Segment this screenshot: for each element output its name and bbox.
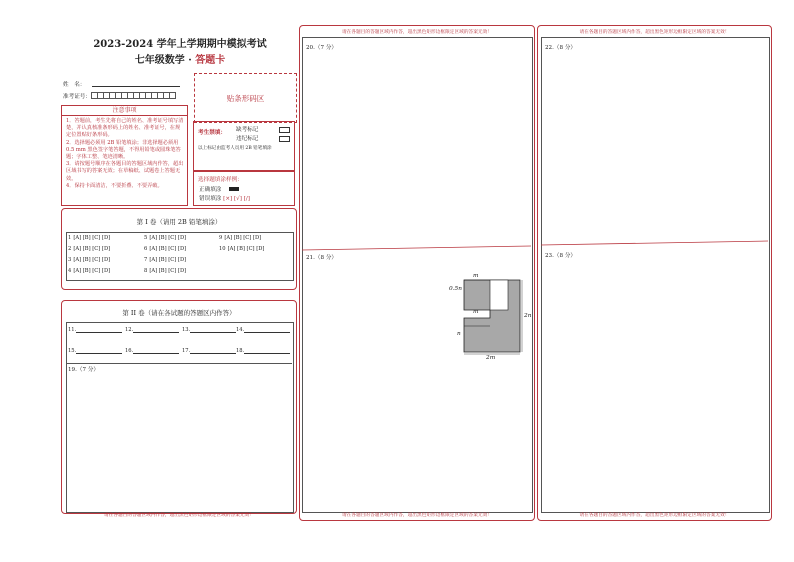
blank-question-number: 16. — [125, 348, 134, 354]
choice-options[interactable]: [A] [B] [C] [D] — [149, 257, 187, 263]
blank-answer-line[interactable] — [133, 325, 179, 333]
fill-wrong-label — [199, 194, 250, 202]
barcode-area — [194, 73, 297, 123]
blank-answer-line[interactable] — [76, 325, 122, 333]
choice-question-number: 7 — [144, 257, 148, 263]
notes-heading: 注意事项 — [62, 106, 187, 116]
figure-label-n: n — [457, 331, 461, 337]
choice-question-row[interactable] — [68, 268, 110, 274]
blank-question[interactable] — [182, 346, 236, 354]
section2-title: 第 II 卷（请在各试题的答题区内作答） — [122, 309, 236, 317]
q21-label: 21.（8 分） — [306, 255, 338, 261]
blank-question-number: 12. — [125, 327, 134, 333]
blank-question-number: 17. — [182, 348, 191, 354]
choice-question-row[interactable] — [219, 235, 261, 241]
absence-box — [193, 121, 295, 171]
blank-question-number: 14. — [236, 327, 245, 333]
notes-box — [61, 105, 188, 206]
choice-options[interactable]: [A] [B] [C] [D] — [227, 246, 265, 252]
figure-label-2n: 2n — [524, 313, 532, 319]
q19-divider — [66, 363, 292, 364]
ticket-number-boxes[interactable] — [92, 92, 176, 99]
choice-options[interactable]: [A] [B] [C] [D] — [73, 257, 111, 263]
warning-right-bottom: 请在各题目的答题区域内作答，超出黑色矩形边框限定区域的答案无效！ — [579, 513, 730, 518]
subtitle-accent: 答题卡 — [195, 55, 226, 66]
card-subtitle — [70, 51, 290, 66]
choice-question-row[interactable] — [68, 246, 110, 252]
blank-question-number: 11. — [68, 327, 77, 333]
choice-question-row[interactable] — [219, 246, 264, 252]
choice-options[interactable]: [A] [B] [C] [D] — [149, 235, 187, 241]
choice-question-number: 8 — [144, 268, 148, 274]
q23-label: 23.（8 分） — [545, 253, 577, 259]
choice-question-number: 1 — [68, 235, 72, 241]
violation-checkbox[interactable] — [279, 136, 290, 142]
q20-q21-divider — [302, 240, 532, 254]
figure-label-m-mid: m — [473, 309, 479, 315]
notes-item-3: 3．请按题号顺序在各题目的答题区域内作答，超出区域书写的答案无效；在草稿纸、试题卷上答题无效。 — [66, 161, 184, 182]
section1-title: 第 I 卷（请用 2B 铅笔填涂） — [136, 218, 222, 226]
choice-options[interactable]: [A] [B] [C] [D] — [73, 268, 111, 274]
blank-answer-line[interactable] — [76, 346, 122, 354]
warning-middle-bottom: 请在各题目的答题区域内作答，超出黑色矩形边框限定区域的答案无效！ — [341, 513, 492, 518]
figure-inner-block — [490, 280, 508, 310]
blank-answer-line[interactable] — [244, 346, 290, 354]
blank-question[interactable] — [125, 346, 179, 354]
blank-question[interactable] — [125, 325, 179, 333]
violation-mark-label: 违纪标记 — [236, 136, 259, 142]
blank-question[interactable] — [182, 325, 236, 333]
ticket-label: 准考证号： — [63, 94, 91, 100]
blank-question-number: 15. — [68, 348, 77, 354]
absence-label: 考生禁填： — [198, 130, 226, 136]
absent-checkbox[interactable] — [279, 127, 290, 133]
right-answer-area — [541, 37, 770, 513]
q20-label: 20.（7 分） — [306, 45, 338, 51]
blank-answer-line[interactable] — [190, 325, 236, 333]
choice-question-row[interactable] — [68, 257, 110, 263]
fill-wrong-marks: [×] [√] [/] — [223, 196, 250, 202]
figure-label-0.5n: 0.5n — [449, 286, 462, 292]
blank-question[interactable] — [68, 346, 122, 354]
choice-question-row[interactable] — [144, 235, 186, 241]
choice-options[interactable]: [A] [B] [C] [D] — [224, 235, 262, 241]
fill-wrong-prefix: 错误填涂 — [199, 196, 222, 202]
blank-answer-line[interactable] — [190, 346, 236, 354]
fill-sample-heading: 选择题填涂样例： — [198, 177, 243, 183]
barcode-label: 贴条形码区 — [226, 93, 265, 103]
fill-correct-label: 正确填涂 — [199, 187, 222, 193]
figure-label-2m: 2m — [486, 355, 496, 361]
blank-question[interactable] — [236, 325, 290, 333]
choice-question-number: 4 — [68, 268, 72, 274]
warning-right-top: 请在各题目的答题区域内作答，超出黑色矩形边框限定区域的答案无效！ — [579, 30, 730, 35]
blank-question-number: 18. — [236, 348, 245, 354]
q22-q23-divider — [541, 238, 769, 248]
subtitle-prefix: 七年级数学 · — [134, 55, 196, 66]
fill-correct-sample — [229, 187, 239, 191]
exam-title: 2023-2024 学年上学期期中模拟考试 — [93, 39, 267, 50]
blank-question-number: 13. — [182, 327, 191, 333]
choice-question-row[interactable] — [144, 268, 186, 274]
choice-question-number: 10 — [219, 246, 226, 252]
blank-question[interactable] — [68, 325, 122, 333]
choice-options[interactable]: [A] [B] [C] [D] — [73, 246, 111, 252]
warning-middle-top: 请在各题目的答题区域内作答，超出黑色矩形边框限定区域的答案无效！ — [341, 30, 492, 35]
choice-options[interactable]: [A] [B] [C] [D] — [149, 246, 187, 252]
choice-question-number: 2 — [68, 246, 72, 252]
blank-question[interactable] — [236, 346, 290, 354]
choice-question-row[interactable] — [68, 235, 110, 241]
name-field[interactable] — [92, 86, 180, 87]
notes-item-1: 1．答题前，考生先将自己的姓名、准考证号填写清楚，并认真核准条形码上的姓名、准考证号，在规定位置贴好条形码。 — [66, 118, 184, 139]
absence-note: 以上标记由监考人员用 2B 铅笔填涂 — [198, 146, 272, 151]
q19-label: 19.（7 分） — [68, 367, 100, 373]
blank-answer-line[interactable] — [133, 346, 179, 354]
choice-question-number: 9 — [219, 235, 223, 241]
warning-left: 请在各题目的答题区域内作答，超出黑色矩形边框限定区域的答案无效！ — [103, 513, 254, 518]
choice-question-row[interactable] — [144, 257, 186, 263]
choice-options[interactable]: [A] [B] [C] [D] — [73, 235, 111, 241]
choice-question-number: 5 — [144, 235, 148, 241]
fill-sample-box — [193, 171, 295, 206]
choice-options[interactable]: [A] [B] [C] [D] — [149, 268, 187, 274]
absent-mark-label: 缺考标记 — [236, 127, 259, 133]
q22-label: 22.（8 分） — [545, 45, 577, 51]
choice-question-number: 3 — [68, 257, 72, 263]
blank-answer-line[interactable] — [244, 325, 290, 333]
choice-question-row[interactable] — [144, 246, 186, 252]
notes-item-2: 2．选择题必须用 2B 铅笔填涂；非选择题必须用 0.5 mm 黑色签字笔答题，不得用铅笔或圆珠笔答题；字体工整、笔迹清晰。 — [66, 139, 181, 161]
choice-question-number: 6 — [144, 246, 148, 252]
figure-label-m-top: m — [473, 273, 479, 279]
name-label: 姓 名： — [63, 82, 86, 88]
notes-item-4: 4．保持卡面清洁，不要折叠、不要弄破。 — [66, 182, 163, 189]
